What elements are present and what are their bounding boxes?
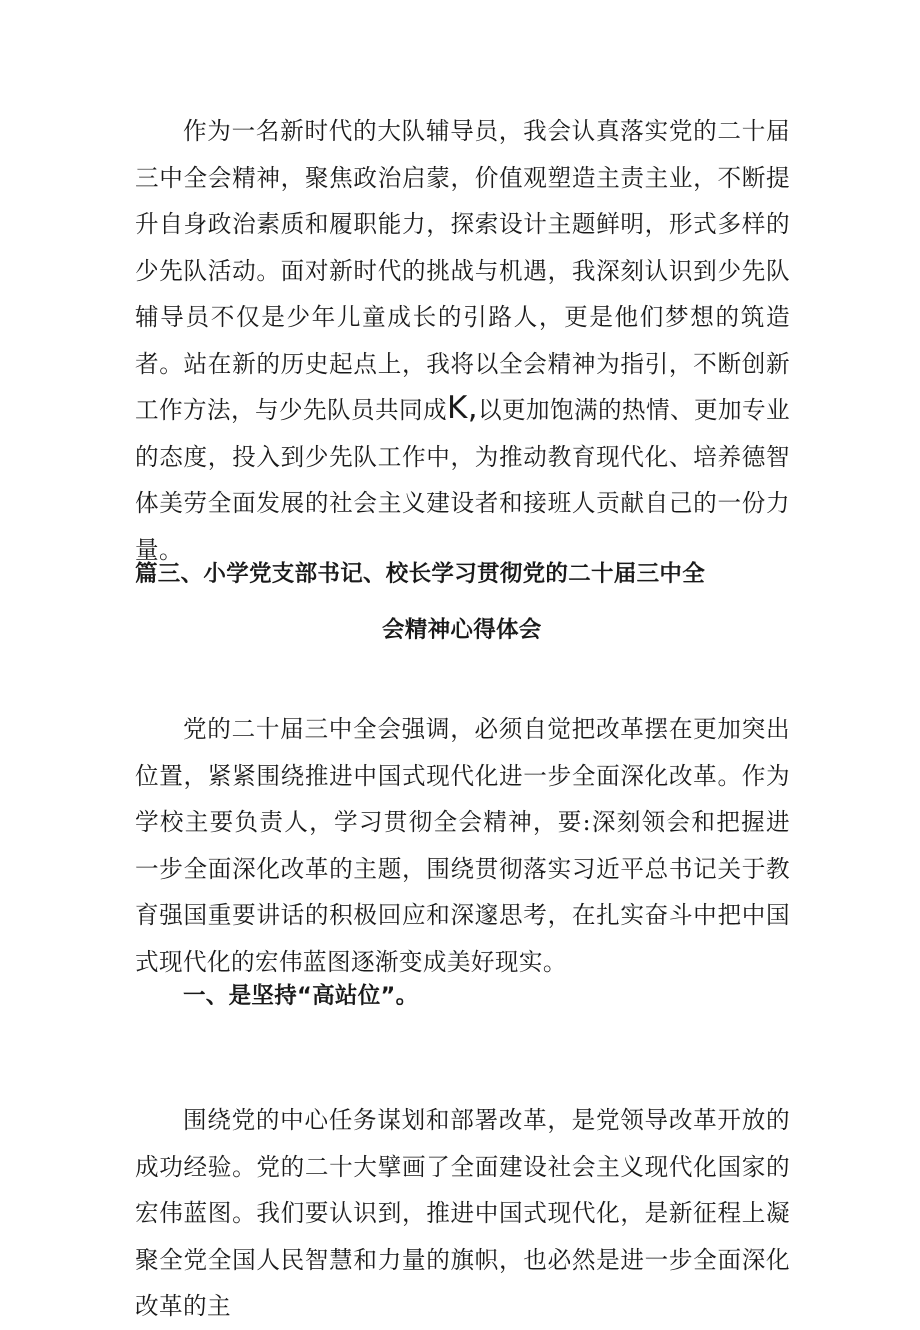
body-paragraph-3: 围绕党的中心任务谋划和部署改革，是党领导改革开放的成功经验。党的二十大擘画了全面建设社会主义现代化国家的宏伟蓝图。我们要认识到，推进中国式现代化，是新征程上凝聚全党全国人民智慧和力量的旗帜，也必然是进一步全面深化改革的主 — [135, 1106, 790, 1320]
body-paragraph-1 — [135, 108, 790, 573]
para1-text-a: 作为一名新时代的大队辅导员，我会认真落实党的二十届三中全会精神，聚焦政治启蒙，价值观塑造主责主业，不断提升自身政治素质和履职能力，探索设计主题鲜明，形式多样的少先队活动。面对新时代的挑战与机遇，我深刻认识到少先队辅导员不仅是少年儿童成长的引路人，更是他们梦想的筑造者。站在新的历史起点上，我将以全会精神为指引，不断创新工作方法，与少先队员共同成 — [135, 117, 790, 424]
para1-large-glyph: K, — [447, 390, 478, 426]
para1-text-b: 以更加饱满的热情、更加专业的态度，投入到少先队工作中，为推动教育现代化、培养德智体美劳全面发展的社会主义建设者和接班人贡献自己的一份力量。 — [135, 396, 791, 564]
subheading-high-standpoint: 一、是坚持“高站位”。 — [183, 983, 419, 1009]
body-paragraph-2: 党的二十届三中全会强调，必须自觉把改革摆在更加突出位置，紧紧围绕推进中国式现代化进一步全面深化改革。作为学校主要负责人，学习贯彻全会精神，要:深刻领会和把握进一步全面深化改革的主题，围绕贯彻落实习近平总书记关于教育强国重要讲话的积极回应和深邃思考，在扎实奋斗中把中国式现代化的宏伟蓝图逐渐变成美好现实。 — [135, 715, 790, 976]
section-heading-line-1: 篇三、小学党支部书记、校长学习贯彻党的二十届三中全 — [135, 561, 706, 587]
section-heading-line-2: 会精神心得体会 — [382, 617, 542, 643]
